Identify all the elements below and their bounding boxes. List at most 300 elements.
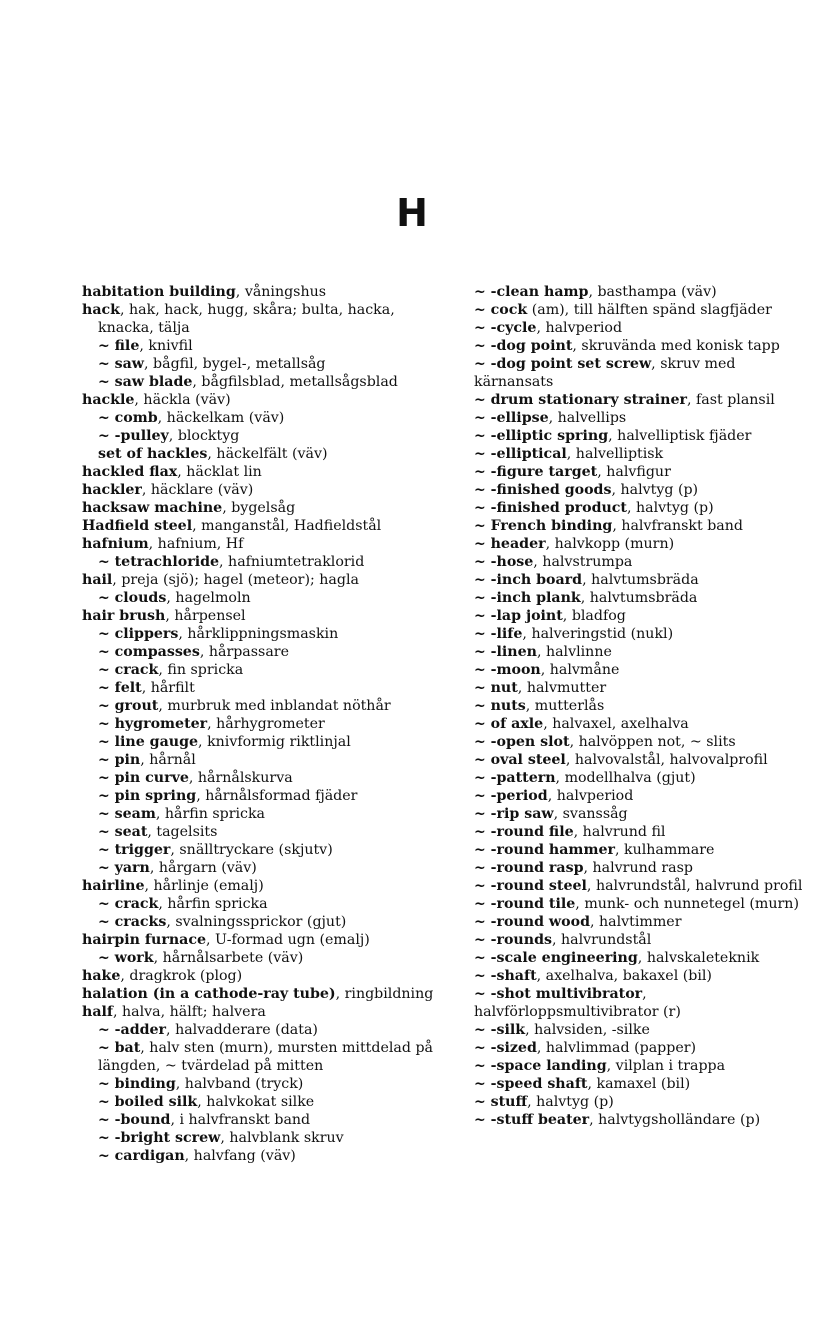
entry-translation: , hårnål — [140, 752, 196, 768]
dictionary-entry — [82, 985, 444, 1003]
entry-headword: line gauge — [114, 734, 199, 750]
entry-translation: , bladfog — [562, 608, 626, 624]
swung-dash-symbol: ~ — [98, 914, 115, 930]
swung-dash-symbol: ~ — [474, 932, 491, 948]
entry-headword: hackler — [82, 482, 142, 498]
dictionary-subentry — [474, 535, 810, 553]
entry-headword: -cycle — [490, 320, 537, 336]
swung-dash-symbol: ~ — [474, 842, 491, 858]
entry-headword: seat — [114, 824, 148, 840]
entry-translation: , hårfin spricka — [158, 896, 268, 912]
swung-dash-symbol: ~ — [474, 392, 491, 408]
swung-dash-symbol: ~ — [98, 590, 115, 606]
entry-translation: , halvrund fil — [573, 824, 666, 840]
entry-translation: , halvfranskt band — [612, 518, 743, 534]
entry-headword: half — [82, 1004, 114, 1020]
entry-translation: , häckelkam (väv) — [157, 410, 285, 426]
dictionary-subentry — [82, 355, 444, 373]
entry-translation: , knivformig riktlinjal — [198, 734, 351, 750]
entry-headword: hail — [82, 572, 113, 588]
swung-dash-symbol: ~ — [98, 1022, 115, 1038]
entry-headword: hair brush — [82, 608, 166, 624]
swung-dash-symbol: ~ — [98, 374, 115, 390]
entry-translation: , halvtyg (p) — [611, 482, 699, 498]
swung-dash-symbol: ~ — [474, 284, 491, 300]
swung-dash-symbol: ~ — [474, 500, 491, 516]
entry-headword: -open slot — [490, 734, 570, 750]
dictionary-subentry — [474, 679, 810, 697]
swung-dash-symbol: ~ — [474, 1112, 491, 1128]
dictionary-entry — [82, 877, 444, 895]
swung-dash-symbol: ~ — [98, 410, 115, 426]
entry-translation: , svanssåg — [553, 806, 628, 822]
entry-headword: -dog point — [490, 338, 573, 354]
entry-translation: , vilplan i trappa — [606, 1058, 726, 1074]
swung-dash-symbol: ~ — [98, 698, 115, 714]
swung-dash-symbol: ~ — [474, 734, 491, 750]
dictionary-subentry — [474, 607, 810, 625]
entry-translation: , munk- och nunnetegel (murn) — [575, 896, 799, 912]
dictionary-subentry — [82, 1147, 444, 1165]
swung-dash-symbol: ~ — [98, 860, 115, 876]
dictionary-subentry — [474, 715, 810, 733]
swung-dash-symbol: ~ — [474, 662, 491, 678]
entry-translation: , halvrund rasp — [583, 860, 693, 876]
dictionary-subentry — [474, 751, 810, 769]
dictionary-subentry — [474, 877, 810, 895]
swung-dash-symbol: ~ — [474, 482, 491, 498]
dictionary-subentry — [474, 787, 810, 805]
dictionary-entry — [82, 499, 444, 517]
entry-headword: -shot multivibrator — [490, 986, 643, 1002]
entry-headword: tetrachloride — [114, 554, 220, 570]
entry-headword: seam — [114, 806, 156, 822]
entry-headword: of axle — [490, 716, 544, 732]
entry-translation: , häcklat lin — [177, 464, 262, 480]
entry-translation: , halvtumsbräda — [580, 590, 698, 606]
entry-headword: halation (in a cathode-ray tube) — [82, 986, 336, 1002]
swung-dash-symbol: ~ — [474, 590, 491, 606]
dictionary-subentry — [82, 1111, 444, 1129]
entry-translation: , halvtyg (p) — [627, 500, 714, 516]
entry-translation: , knivfil — [139, 338, 193, 354]
entry-headword: -pulley — [114, 428, 169, 444]
entry-translation: , kulhammare — [614, 842, 715, 858]
swung-dash-symbol: ~ — [474, 1076, 491, 1092]
entry-headword: -inch plank — [490, 590, 581, 606]
swung-dash-symbol: ~ — [474, 428, 491, 444]
dictionary-subentry — [82, 787, 444, 805]
entry-translation: , halvtimmer — [589, 914, 682, 930]
entry-headword: binding — [114, 1076, 176, 1092]
entry-translation: , i halvfranskt band — [170, 1112, 311, 1128]
dictionary-subentry — [474, 283, 810, 301]
swung-dash-symbol: ~ — [474, 698, 491, 714]
swung-dash-symbol: ~ — [474, 572, 491, 588]
dictionary-entry — [82, 463, 444, 481]
swung-dash-symbol: ~ — [98, 734, 115, 750]
dictionary-entry — [82, 967, 444, 985]
swung-dash-symbol: ~ — [98, 338, 115, 354]
entry-translation: , hak, hack, hugg, skåra; bulta, hacka, knacka, tälja — [98, 302, 395, 336]
dictionary-subentry — [474, 337, 810, 355]
entry-headword: nut — [490, 680, 518, 696]
entry-translation: , tagelsits — [147, 824, 218, 840]
entry-headword: crack — [114, 896, 159, 912]
swung-dash-symbol: ~ — [474, 680, 491, 696]
entry-headword: hacksaw machine — [82, 500, 223, 516]
entry-translation: , dragkrok (plog) — [120, 968, 243, 984]
swung-dash-symbol: ~ — [474, 1022, 491, 1038]
entry-translation: , basthampa (väv) — [588, 284, 717, 300]
entry-headword: work — [114, 950, 154, 966]
dictionary-subentry — [474, 391, 810, 409]
entry-translation: , halvelliptisk fjäder — [608, 428, 752, 444]
entry-translation: , manganstål, Hadfieldstål — [192, 518, 382, 534]
swung-dash-symbol: ~ — [474, 626, 491, 642]
dictionary-subentry — [82, 1093, 444, 1111]
dictionary-subentry — [474, 319, 810, 337]
swung-dash-symbol: ~ — [474, 1094, 491, 1110]
swung-dash-symbol: ~ — [98, 716, 115, 732]
entry-headword: trigger — [114, 842, 171, 858]
entry-translation: , bågfilsblad, metallsågsblad — [192, 374, 398, 390]
entry-translation: , U-formad ugn (emalj) — [206, 932, 370, 948]
swung-dash-symbol: ~ — [474, 896, 491, 912]
swung-dash-symbol: ~ — [474, 968, 491, 984]
dictionary-subentry — [82, 1021, 444, 1039]
swung-dash-symbol: ~ — [98, 662, 115, 678]
dictionary-subentry — [82, 679, 444, 697]
dictionary-subentry — [82, 895, 444, 913]
entry-translation: , hårlinje (emalj) — [144, 878, 264, 894]
dictionary-subentry — [82, 445, 444, 463]
swung-dash-symbol: ~ — [474, 518, 491, 534]
swung-dash-symbol: ~ — [474, 752, 491, 768]
entry-headword: -pattern — [490, 770, 556, 786]
swung-dash-symbol: ~ — [98, 842, 115, 858]
entry-headword: -bound — [114, 1112, 171, 1128]
entry-translation: , bygelsåg — [222, 500, 296, 516]
dictionary-subentry — [474, 409, 810, 427]
entry-translation: , våningshus — [235, 284, 327, 300]
entry-translation: , halveringstid (nukl) — [522, 626, 674, 642]
entry-translation: , hårhygrometer — [207, 716, 325, 732]
dictionary-subentry — [82, 697, 444, 715]
entry-headword: clouds — [114, 590, 167, 606]
swung-dash-symbol: ~ — [98, 1094, 115, 1110]
swung-dash-symbol: ~ — [474, 824, 491, 840]
dictionary-subentry — [474, 1111, 810, 1129]
entry-headword: -round steel — [490, 878, 587, 894]
entry-headword: -round hammer — [490, 842, 615, 858]
dictionary-subentry — [474, 895, 810, 913]
dictionary-subentry — [474, 571, 810, 589]
entry-headword: -lap joint — [490, 608, 563, 624]
entry-headword: cardigan — [114, 1148, 185, 1164]
dictionary-subentry — [474, 463, 810, 481]
entry-translation: , halvmåne — [540, 662, 620, 678]
entry-translation: , halvfang (väv) — [184, 1148, 296, 1164]
entry-headword: -round tile — [490, 896, 576, 912]
entry-headword: hackled flax — [82, 464, 178, 480]
entry-translation: , halvtygsholländare (p) — [589, 1112, 761, 1128]
entry-translation: , modellhalva (gjut) — [555, 770, 696, 786]
entry-headword: -hose — [490, 554, 534, 570]
entry-translation: , halvrundstål — [551, 932, 652, 948]
dictionary-subentry — [474, 355, 810, 391]
dictionary-entry — [82, 301, 444, 337]
dictionary-subentry — [474, 589, 810, 607]
entry-translation: , murbruk med inblandat nöthår — [158, 698, 391, 714]
entry-headword: -finished product — [490, 500, 627, 516]
dictionary-subentry — [82, 1075, 444, 1093]
entry-headword: -linen — [490, 644, 537, 660]
swung-dash-symbol: ~ — [98, 1040, 115, 1056]
entry-headword: -round file — [490, 824, 574, 840]
entry-translation: , hårnålsarbete (väv) — [153, 950, 304, 966]
dictionary-subentry — [82, 553, 444, 571]
entry-headword: -round wood — [490, 914, 590, 930]
swung-dash-symbol: ~ — [474, 410, 491, 426]
entry-translation: , bågfil, bygel-, metallsåg — [144, 356, 326, 372]
dictionary-subentry — [474, 841, 810, 859]
swung-dash-symbol: ~ — [474, 986, 491, 1002]
swung-dash-symbol: ~ — [474, 770, 491, 786]
entry-headword: hack — [82, 302, 120, 318]
entry-headword: -speed shaft — [490, 1076, 588, 1092]
entry-headword: -inch board — [490, 572, 583, 588]
dictionary-subentry — [82, 427, 444, 445]
dictionary-subentry — [474, 1039, 810, 1057]
swung-dash-symbol: ~ — [98, 788, 115, 804]
dictionary-subentry — [82, 733, 444, 751]
dictionary-entry — [82, 517, 444, 535]
dictionary-entry — [82, 1003, 444, 1021]
entry-headword: -space landing — [490, 1058, 607, 1074]
swung-dash-symbol: ~ — [474, 1040, 491, 1056]
entry-translation: , halvsiden, -silke — [525, 1022, 650, 1038]
entry-headword: comb — [114, 410, 158, 426]
entry-translation: , halva, hälft; halvera — [113, 1004, 266, 1020]
dictionary-entry — [82, 481, 444, 499]
entry-headword: -bright screw — [114, 1130, 221, 1146]
entry-translation: , halvmutter — [517, 680, 607, 696]
entry-translation: , skruv med kärnansats — [474, 356, 736, 390]
swung-dash-symbol: ~ — [98, 824, 115, 840]
dictionary-subentry — [474, 823, 810, 841]
swung-dash-symbol: ~ — [98, 644, 115, 660]
entry-translation: , skruvända med konisk tapp — [572, 338, 780, 354]
entry-headword: stuff — [490, 1094, 528, 1110]
dictionary-subentry — [82, 949, 444, 967]
entry-headword: habitation building — [82, 284, 236, 300]
entry-translation: , hårfin spricka — [155, 806, 266, 822]
dictionary-subentry — [82, 1039, 444, 1075]
dictionary-subentry — [474, 1075, 810, 1093]
dictionary-subentry — [474, 967, 810, 985]
dictionary-subentry — [82, 859, 444, 877]
entry-headword: yarn — [114, 860, 150, 876]
entry-translation: , halvellips — [548, 410, 627, 426]
entry-translation: , fast plansil — [687, 392, 775, 408]
entry-headword: hackle — [82, 392, 135, 408]
dictionary-subentry — [82, 1129, 444, 1147]
swung-dash-symbol: ~ — [474, 788, 491, 804]
entry-headword: header — [490, 536, 546, 552]
dictionary-subentry — [474, 769, 810, 787]
left-column — [82, 283, 444, 1165]
entry-translation: , hagelmoln — [166, 590, 251, 606]
swung-dash-symbol: ~ — [474, 806, 491, 822]
entry-translation: , axelhalva, bakaxel (bil) — [536, 968, 712, 984]
dictionary-subentry — [82, 769, 444, 787]
dictionary-subentry — [474, 481, 810, 499]
swung-dash-symbol: ~ — [98, 806, 115, 822]
entry-headword: cracks — [114, 914, 167, 930]
dictionary-entry — [82, 535, 444, 553]
dictionary-subentry — [474, 445, 810, 463]
entry-translation: , fin spricka — [158, 662, 244, 678]
entry-translation: , ringbildning — [335, 986, 434, 1002]
entry-headword: French binding — [490, 518, 613, 534]
dictionary-subentry — [474, 1057, 810, 1075]
entry-translation: , hafnium, Hf — [148, 536, 244, 552]
entry-translation: , hårpensel — [165, 608, 246, 624]
dictionary-subentry — [474, 1093, 810, 1111]
dictionary-subentry — [474, 805, 810, 823]
entry-translation: , halvförloppsmultivibrator (r) — [474, 986, 681, 1020]
entry-headword: -period — [490, 788, 548, 804]
dictionary-entry — [82, 391, 444, 409]
dictionary-subentry — [82, 823, 444, 841]
entry-headword: -adder — [114, 1022, 167, 1038]
entry-headword: Hadfield steel — [82, 518, 193, 534]
dictionary-subentry — [82, 373, 444, 391]
entry-headword: pin curve — [114, 770, 189, 786]
swung-dash-symbol: ~ — [474, 644, 491, 660]
dictionary-subentry — [82, 715, 444, 733]
swung-dash-symbol: ~ — [474, 860, 491, 876]
dictionary-subentry — [82, 643, 444, 661]
dictionary-subentry — [474, 985, 810, 1021]
swung-dash-symbol: ~ — [474, 356, 491, 372]
entry-translation: , halvblank skruv — [220, 1130, 344, 1146]
entry-headword: compasses — [114, 644, 200, 660]
page-letter-heading: H — [396, 191, 428, 235]
entry-translation: , halvband (tryck) — [175, 1076, 304, 1092]
entry-headword: -figure target — [490, 464, 598, 480]
entry-headword: grout — [114, 698, 159, 714]
entry-translation: , halvtyg (p) — [527, 1094, 614, 1110]
swung-dash-symbol: ~ — [474, 554, 491, 570]
entry-translation: , halvovalstål, halvovalprofil — [565, 752, 768, 768]
entry-headword: file — [114, 338, 140, 354]
right-column — [474, 283, 810, 1129]
entry-translation: , halvadderare (data) — [166, 1022, 318, 1038]
entry-headword: drum stationary strainer — [490, 392, 687, 408]
dictionary-subentry — [474, 949, 810, 967]
swung-dash-symbol: ~ — [98, 356, 115, 372]
entry-translation: , preja (sjö); hagel (meteor); hagla — [112, 572, 359, 588]
swung-dash-symbol: ~ — [474, 878, 491, 894]
entry-headword: hygrometer — [114, 716, 208, 732]
swung-dash-symbol: ~ — [474, 716, 491, 732]
dictionary-subentry — [474, 733, 810, 751]
entry-translation: , svalningssprickor (gjut) — [166, 914, 347, 930]
dictionary-entry — [82, 931, 444, 949]
dictionary-subentry — [82, 913, 444, 931]
dictionary-subentry — [474, 1021, 810, 1039]
entry-translation: , halvfigur — [597, 464, 671, 480]
dictionary-subentry — [82, 751, 444, 769]
swung-dash-symbol: ~ — [474, 446, 491, 462]
entry-headword: -elliptical — [490, 446, 567, 462]
entry-translation: , kamaxel (bil) — [587, 1076, 691, 1092]
dictionary-subentry — [82, 805, 444, 823]
entry-headword: hairline — [82, 878, 145, 894]
entry-translation: , hårnålsformad fjäder — [196, 788, 358, 804]
dictionary-subentry — [474, 913, 810, 931]
entry-headword: bat — [114, 1040, 141, 1056]
entry-headword: nuts — [490, 698, 526, 714]
entry-translation: , häckelfält (väv) — [207, 446, 328, 462]
dictionary-subentry — [474, 661, 810, 679]
swung-dash-symbol: ~ — [98, 1076, 115, 1092]
swung-dash-symbol: ~ — [474, 608, 491, 624]
entry-translation: , hårpassare — [199, 644, 289, 660]
entry-translation: , mutterlås — [525, 698, 605, 714]
entry-translation: , halvlinne — [536, 644, 612, 660]
swung-dash-symbol: ~ — [98, 770, 115, 786]
entry-translation: , hårklippningsmaskin — [178, 626, 339, 642]
swung-dash-symbol: ~ — [98, 428, 115, 444]
entry-translation: (am), till hälften spänd slagfjäder — [527, 302, 772, 318]
dictionary-subentry — [474, 553, 810, 571]
swung-dash-symbol: ~ — [474, 302, 491, 318]
dictionary-subentry — [474, 499, 810, 517]
entry-headword: -scale engineering — [490, 950, 638, 966]
dictionary-subentry — [474, 643, 810, 661]
entry-headword: pin spring — [114, 788, 197, 804]
entry-headword: saw — [114, 356, 145, 372]
entry-headword: -finished goods — [490, 482, 612, 498]
entry-translation: , halvkopp (murn) — [545, 536, 675, 552]
entry-translation: , halvrundstål, halvrund profil — [586, 878, 803, 894]
dictionary-subentry — [474, 517, 810, 535]
swung-dash-symbol: ~ — [474, 1058, 491, 1074]
entry-translation: , halv sten (murn), mursten mittdelad på längden, ~ tvärdelad på mitten — [98, 1040, 433, 1074]
entry-headword: boiled silk — [114, 1094, 198, 1110]
entry-headword: -dog point set screw — [490, 356, 652, 372]
entry-headword: -shaft — [490, 968, 537, 984]
dictionary-entry — [82, 571, 444, 589]
dictionary-subentry — [82, 589, 444, 607]
entry-translation: , halvperiod — [547, 788, 634, 804]
entry-translation: , halvskaleteknik — [637, 950, 760, 966]
swung-dash-symbol: ~ — [98, 680, 115, 696]
entry-translation: , halvlimmad (papper) — [536, 1040, 697, 1056]
dictionary-subentry — [474, 859, 810, 877]
swung-dash-symbol: ~ — [98, 554, 115, 570]
entry-translation: , häcklare (väv) — [141, 482, 254, 498]
swung-dash-symbol: ~ — [474, 338, 491, 354]
swung-dash-symbol: ~ — [98, 626, 115, 642]
entry-translation: , halvaxel, axelhalva — [543, 716, 689, 732]
dictionary-subentry — [82, 625, 444, 643]
entry-headword: oval steel — [490, 752, 566, 768]
swung-dash-symbol: ~ — [98, 896, 115, 912]
